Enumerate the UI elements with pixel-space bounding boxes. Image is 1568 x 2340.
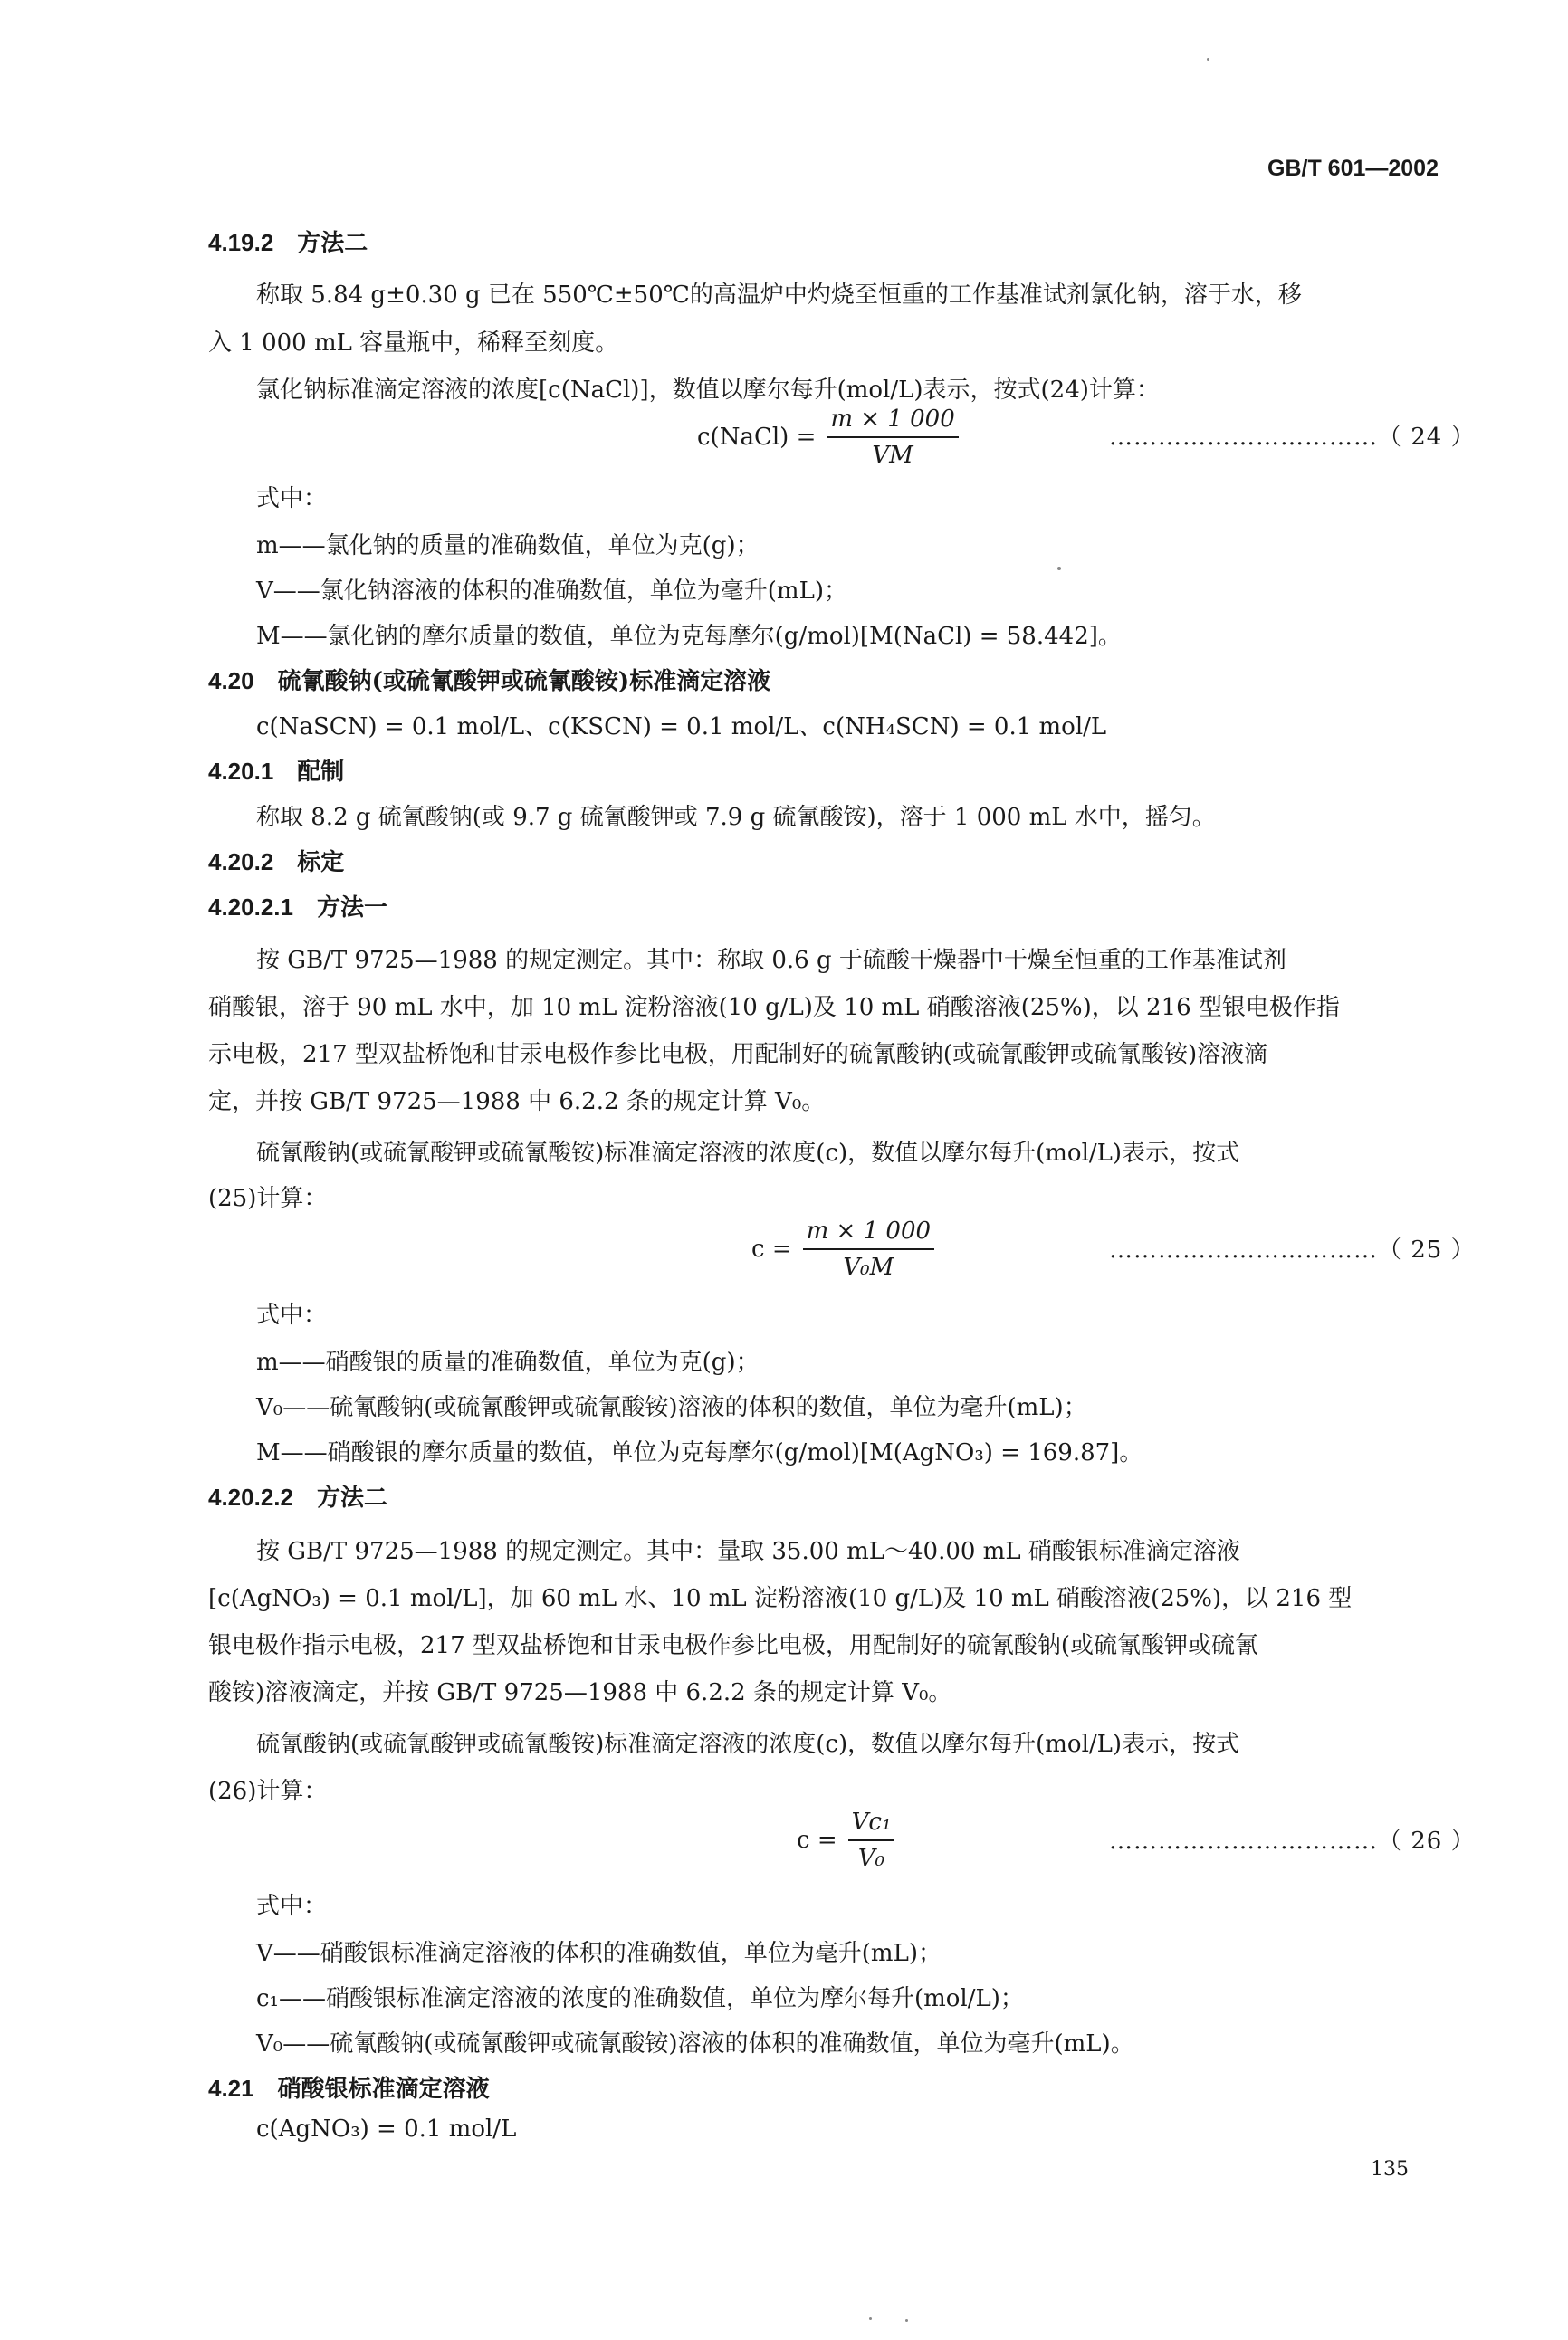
section-number: 4.20.2.2 — [208, 1484, 293, 1511]
definition-item: M——氯化钠的摩尔质量的数值，单位为克每摩尔(g/mol)[M(NaCl) = 58.442]。 — [256, 623, 1122, 650]
page-number: 135 — [1371, 2158, 1409, 2181]
equation-25 — [751, 1218, 934, 1281]
equation-number: ……………………………（ 25 ） — [1109, 1237, 1476, 1264]
paragraph-line: (26)计算： — [208, 1778, 328, 1805]
scan-speck — [869, 2317, 872, 2320]
where-label: 式中： — [256, 1302, 328, 1329]
section-title: 硝酸银标准滴定溶液 — [277, 2076, 490, 2103]
section-number: 4.20.2.1 — [208, 893, 293, 921]
fraction — [827, 406, 958, 469]
equation-number: ……………………………（ 26 ） — [1109, 1828, 1476, 1855]
where-label: 式中： — [256, 485, 328, 512]
section-title: 方法二 — [297, 230, 368, 257]
definition-item: M——硝酸银的摩尔质量的数值，单位为克每摩尔(g/mol)[M(AgNO₃) = 169.87]。 — [256, 1439, 1143, 1466]
scan-speck — [1207, 58, 1209, 61]
section-heading-4-20-2 — [208, 844, 344, 877]
section-number: 4.21 — [208, 2075, 254, 2102]
equation-lhs: c(NaCl) = — [697, 424, 817, 451]
numerator: Vc₁ — [848, 1809, 895, 1841]
paragraph-line: 称取 8.2 g 硫氰酸钠(或 9.7 g 硫氰酸钾或 7.9 g 硫氰酸铵)，溶于 1 000 mL 水中，摇匀。 — [256, 804, 1216, 831]
section-title: 方法一 — [316, 894, 387, 922]
section-number: 4.20.1 — [208, 758, 274, 785]
section-number: 4.20.2 — [208, 848, 274, 875]
section-heading-4-19-2 — [208, 224, 368, 258]
section-number: 4.19.2 — [208, 229, 274, 256]
definition-item: m——氯化钠的质量的准确数值，单位为克(g)； — [256, 532, 760, 559]
paragraph-line: 银电极作指示电极，217 型双盐桥饱和甘汞电极作参比电极，用配制好的硫氰酸钠(或硫氰酸钾或硫氰 — [208, 1632, 1259, 1659]
definition-item: c₁——硝酸银标准滴定溶液的浓度的准确数值，单位为摩尔每升(mol/L)； — [256, 1985, 1024, 2012]
paragraph-line: 按 GB/T 9725—1988 的规定测定。其中：称取 0.6 g 于硫酸干燥器中干燥至恒重的工作基准试剂 — [256, 947, 1286, 974]
numerator: m × 1 000 — [803, 1218, 934, 1250]
denominator: V₀ — [857, 1845, 885, 1872]
section-title: 标定 — [297, 849, 345, 876]
definition-item: V——氯化钠溶液的体积的准确数值，单位为毫升(mL)； — [256, 578, 847, 605]
section-title: 硫氰酸钠(或硫氰酸钾或硫氰酸铵)标准滴定溶液 — [277, 668, 771, 695]
section-heading-4-20-1 — [208, 753, 344, 787]
denominator: VM — [872, 442, 913, 469]
definition-item: m——硝酸银的质量的准确数值，单位为克(g)； — [256, 1349, 760, 1376]
denominator: V₀M — [843, 1254, 894, 1281]
definition-item: V₀——硫氰酸钠(或硫氰酸钾或硫氰酸铵)溶液的体积的准确数值，单位为毫升(mL)。 — [256, 2030, 1134, 2058]
equation-26 — [797, 1809, 894, 1872]
paragraph-line: 示电极，217 型双盐桥饱和甘汞电极作参比电极，用配制好的硫氰酸钠(或硫氰酸钾或硫氰酸铵)溶液滴 — [208, 1041, 1268, 1068]
paragraph-line: [c(AgNO₃) = 0.1 mol/L]，加 60 mL 水、10 mL 淀粉溶液(10 g/L)及 10 mL 硝酸溶液(25%)，以 216 型 — [208, 1585, 1353, 1612]
equation-24 — [697, 406, 959, 469]
equation-number: ……………………………（ 24 ） — [1109, 424, 1476, 451]
section-heading-4-21 — [208, 2070, 490, 2104]
numerator: m × 1 000 — [827, 406, 958, 438]
paragraph-line: 称取 5.84 g±0.30 g 已在 550℃±50℃的高温炉中灼烧至恒重的工作基准试剂氯化钠，溶于水，移 — [256, 282, 1302, 309]
definition-item: V——硝酸银标准滴定溶液的体积的准确数值，单位为毫升(mL)； — [256, 1940, 942, 1967]
section-heading-4-20-2-2 — [208, 1479, 387, 1513]
section-title: 配制 — [297, 759, 345, 786]
section-heading-4-20 — [208, 663, 770, 696]
concentration-line: c(AgNO₃) = 0.1 mol/L — [256, 2116, 517, 2143]
paragraph-line: 硫氰酸钠(或硫氰酸钾或硫氰酸铵)标准滴定溶液的浓度(c)，数值以摩尔每升(mol/L)表示，按式 — [256, 1731, 1240, 1758]
paragraph-line: (25)计算： — [208, 1185, 328, 1212]
equation-lhs: c = — [797, 1827, 837, 1854]
concentration-line: c(NaSCN) = 0.1 mol/L、c(KSCN) = 0.1 mol/L、c(NH₄SCN) = 0.1 mol/L — [256, 713, 1107, 740]
scan-speck — [1057, 567, 1061, 570]
standard-code: GB/T 601—2002 — [1267, 156, 1439, 181]
scan-speck — [905, 2319, 908, 2322]
fraction — [803, 1218, 934, 1281]
fraction — [848, 1809, 895, 1872]
equation-lhs: c = — [751, 1236, 792, 1263]
definition-item: V₀——硫氰酸钠(或硫氰酸钾或硫氰酸铵)溶液的体积的数值，单位为毫升(mL)； — [256, 1394, 1087, 1421]
section-heading-4-20-2-1 — [208, 889, 387, 922]
paragraph-line: 硝酸银，溶于 90 mL 水中，加 10 mL 淀粉溶液(10 g/L)及 10 mL 硝酸溶液(25%)，以 216 型银电极作指 — [208, 994, 1340, 1021]
paragraph-line: 按 GB/T 9725—1988 的规定测定。其中：量取 35.00 mL～40.00 mL 硝酸银标准滴定溶液 — [256, 1538, 1240, 1565]
paragraph-line: 定，并按 GB/T 9725—1988 中 6.2.2 条的规定计算 V₀。 — [208, 1088, 826, 1115]
paragraph-line: 硫氰酸钠(或硫氰酸钾或硫氰酸铵)标准滴定溶液的浓度(c)，数值以摩尔每升(mol/L)表示，按式 — [256, 1140, 1240, 1167]
section-title: 方法二 — [316, 1485, 387, 1512]
where-label: 式中： — [256, 1893, 328, 1920]
paragraph-line: 酸铵)溶液滴定，并按 GB/T 9725—1988 中 6.2.2 条的规定计算 V₀。 — [208, 1679, 952, 1706]
paragraph-line: 入 1 000 mL 容量瓶中，稀释至刻度。 — [208, 330, 619, 357]
section-number: 4.20 — [208, 667, 254, 694]
paragraph-line: 氯化钠标准滴定溶液的浓度[c(NaCl)]，数值以摩尔每升(mol/L)表示，按式(24)计算： — [256, 377, 1160, 404]
